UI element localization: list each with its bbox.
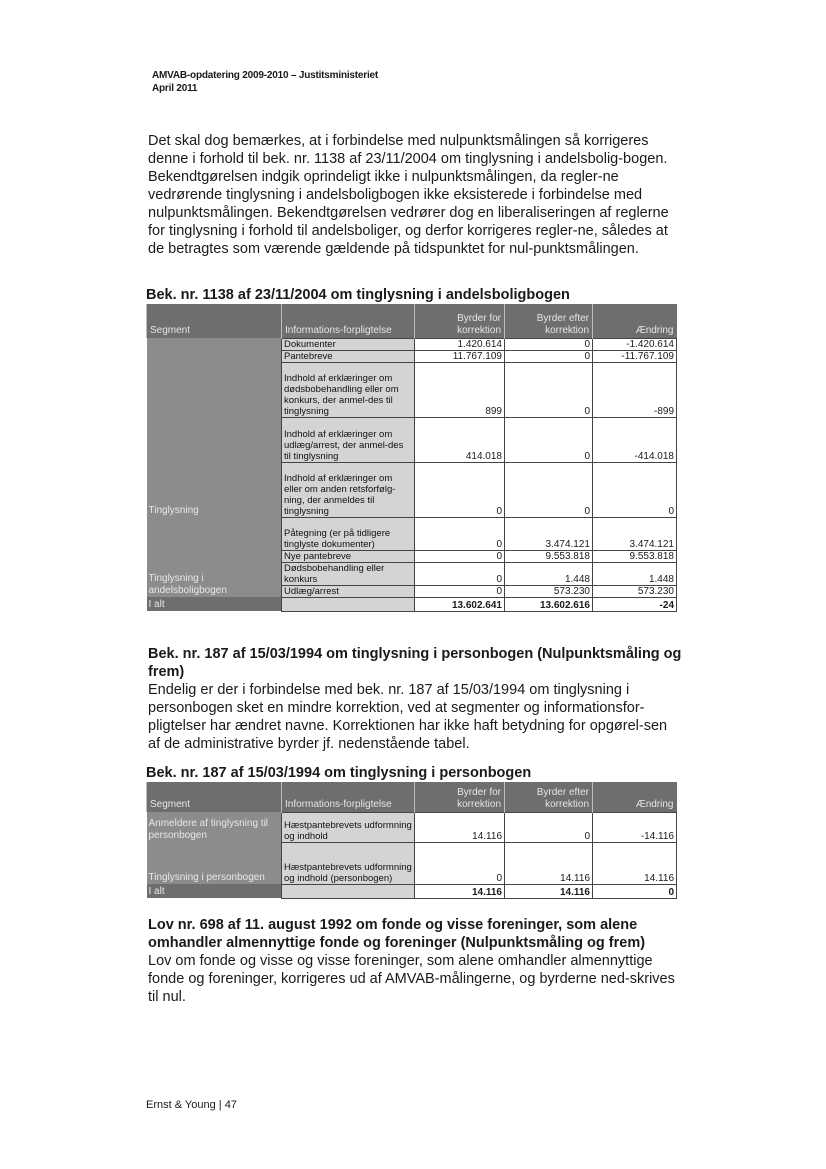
table1-total-before: 13.602.641 [415,597,505,611]
section3-body: Lov om fonde og visse og visse foreninger, som alene omhandler almennyttige fonde og foreninger, korrigeres ud af AMVAB-målingerne, og byrderne ned-skrives til nul. [148,953,675,1005]
table1-total-label: I alt [147,597,282,611]
table1-info-cell: Påtegning (er på tidligere tinglyste dokumenter) [282,517,415,550]
table2-before-cell: 0 [415,842,505,884]
table1-total-after: 13.602.616 [505,597,593,611]
table1-change-cell: -414.018 [593,417,677,462]
document-header [152,69,378,95]
table1-change-cell: -1.420.614 [593,338,677,350]
table2-total-change: 0 [593,884,677,898]
table1-header-before: Byrder for korrektion [415,304,505,338]
table1-header-row [147,304,677,338]
table2-total-before: 14.116 [415,884,505,898]
table1-caption: Bek. nr. 1138 af 23/11/2004 om tinglysning i andelsboligbogen [146,287,570,303]
table1 [146,304,677,612]
table1-after-cell: 3.474.121 [505,517,593,550]
header-title: AMVAB-opdatering 2009-2010 – Justitsministeriet [152,70,379,81]
table1-change-cell: 3.474.121 [593,517,677,550]
table1-after-cell: 0 [505,362,593,417]
table2-header-segment: Segment [147,782,282,812]
table1-total-info [282,597,415,611]
table1-info-cell: Dokumenter [282,338,415,350]
page-footer: Ernst & Young | 47 [146,1099,237,1111]
table1-header-info: Informations-forpligtelse [282,304,415,338]
table2-total-row [147,884,677,898]
table2-info-cell: Hæstpantebrevets udformning og indhold [282,812,415,842]
table1-total-row [147,597,677,611]
table1-after-cell: 0 [505,350,593,362]
table1-after-cell: 0 [505,338,593,350]
table2-header-row [147,782,677,812]
table1-change-cell: 0 [593,462,677,517]
table1-change-cell: 1.448 [593,562,677,585]
table1-after-cell: 1.448 [505,562,593,585]
table1-after-cell: 573.230 [505,585,593,597]
table2-change-cell: -14.116 [593,812,677,842]
section3-title: Lov nr. 698 af 11. august 1992 om fonde og visse foreninger, som alene omhandler almennyttige fonde og foreninger (Nulpunktsmåling og frem) [148,917,646,951]
table2-header-change: Ændring [593,782,677,812]
table2-total-label: I alt [147,884,282,898]
table1-info-cell: Indhold af erklæringer om eller om anden retsforfølg-ning, der anmeldes til tinglysning [282,462,415,517]
table2-segment-cell: Anmeldere af tinglysning til personbogen [147,812,282,842]
table-row [147,842,677,884]
table1-before-cell: 11.767.109 [415,350,505,362]
table1-info-cell: Udlæg/arrest [282,585,415,597]
table1-before-cell: 0 [415,462,505,517]
table2 [146,782,677,899]
table1-header-segment: Segment [147,304,282,338]
table1-change-cell: 573.230 [593,585,677,597]
table1-before-cell: 899 [415,362,505,417]
table1-before-cell: 0 [415,562,505,585]
section2-body: Endelig er der i forbindelse med bek. nr. 187 af 15/03/1994 om tinglysning i personbogen sket en mindre korrektion, ved at segmenter og informationsfor-pligtelser har ændret navne. Korrektionen har ikke haft betydning for opgørel-sen af de administrative byrder jf. nedenstående tabel. [148,682,668,752]
table-row [147,517,677,550]
section2-title: Bek. nr. 187 af 15/03/1994 om tinglysning i personbogen (Nulpunktsmåling og frem) [148,646,682,680]
table1-change-cell: -11.767.109 [593,350,677,362]
table1-change-cell: 9.553.818 [593,550,677,562]
table1-after-cell: 0 [505,462,593,517]
table2-after-cell: 0 [505,812,593,842]
table2-header-before: Byrder for korrektion [415,782,505,812]
header-date: April 2011 [152,83,198,94]
table-row [147,812,677,842]
table1-segment-tinglysning: Tinglysning [147,338,282,517]
table1-header-change: Ændring [593,304,677,338]
table1-before-cell: 0 [415,517,505,550]
table1-after-cell: 0 [505,417,593,462]
table2-caption: Bek. nr. 187 af 15/03/1994 om tinglysning i personbogen [146,765,532,781]
table1-before-cell: 0 [415,550,505,562]
table2-change-cell: 14.116 [593,842,677,884]
table1-after-cell: 9.553.818 [505,550,593,562]
table1-total-change: -24 [593,597,677,611]
table1-info-cell: Nye pantebreve [282,550,415,562]
table2-total-info [282,884,415,898]
table2-before-cell: 14.116 [415,812,505,842]
table1-info-cell: Pantebreve [282,350,415,362]
table1-before-cell: 0 [415,585,505,597]
table-row [147,338,677,350]
table1-header-after: Byrder efter korrektion [505,304,593,338]
table2-segment-cell: Tinglysning i personbogen [147,842,282,884]
table1-segment-andelsboligbogen: Tinglysning i andelsboligbogen [147,517,282,597]
table1-before-cell: 414.018 [415,417,505,462]
table1-info-cell: Dødsbobehandling eller konkurs [282,562,415,585]
intro-paragraph: Det skal dog bemærkes, at i forbindelse med nulpunktsmålingen så korrigeres denne i forhold til bek. nr. 1138 af 23/11/2004 om tinglysning i andelsbolig-bogen. Bekendtgørelsen indgik oprindeligt ikke i nulpunktsmålingen, da regler-ne vedrørende tinglysning i andelsboligbogen ikke eksisterede i forbindelse med nulpunktsmålingen. Bekendtgørelsen vedrører dog en liberaliseringen af reglerne for tinglysning i forhold til andelsboliger, og derfor korrigeres regler-ne, således at de betragtes som værende gældende på tidspunktet for nul-punktsmålingen. [148,133,669,257]
table1-info-cell: Indhold af erklæringer om udlæg/arrest, der anmel-des til tinglysning [282,417,415,462]
table1-before-cell: 1.420.614 [415,338,505,350]
table2-info-cell: Hæstpantebrevets udformning og indhold (personbogen) [282,842,415,884]
table2-after-cell: 14.116 [505,842,593,884]
table2-header-info: Informations-forpligtelse [282,782,415,812]
table1-change-cell: -899 [593,362,677,417]
table1-info-cell: Indhold af erklæringer om dødsbobehandling eller om konkurs, der anmel-des til tinglysning [282,362,415,417]
table2-header-after: Byrder efter korrektion [505,782,593,812]
table2-total-after: 14.116 [505,884,593,898]
